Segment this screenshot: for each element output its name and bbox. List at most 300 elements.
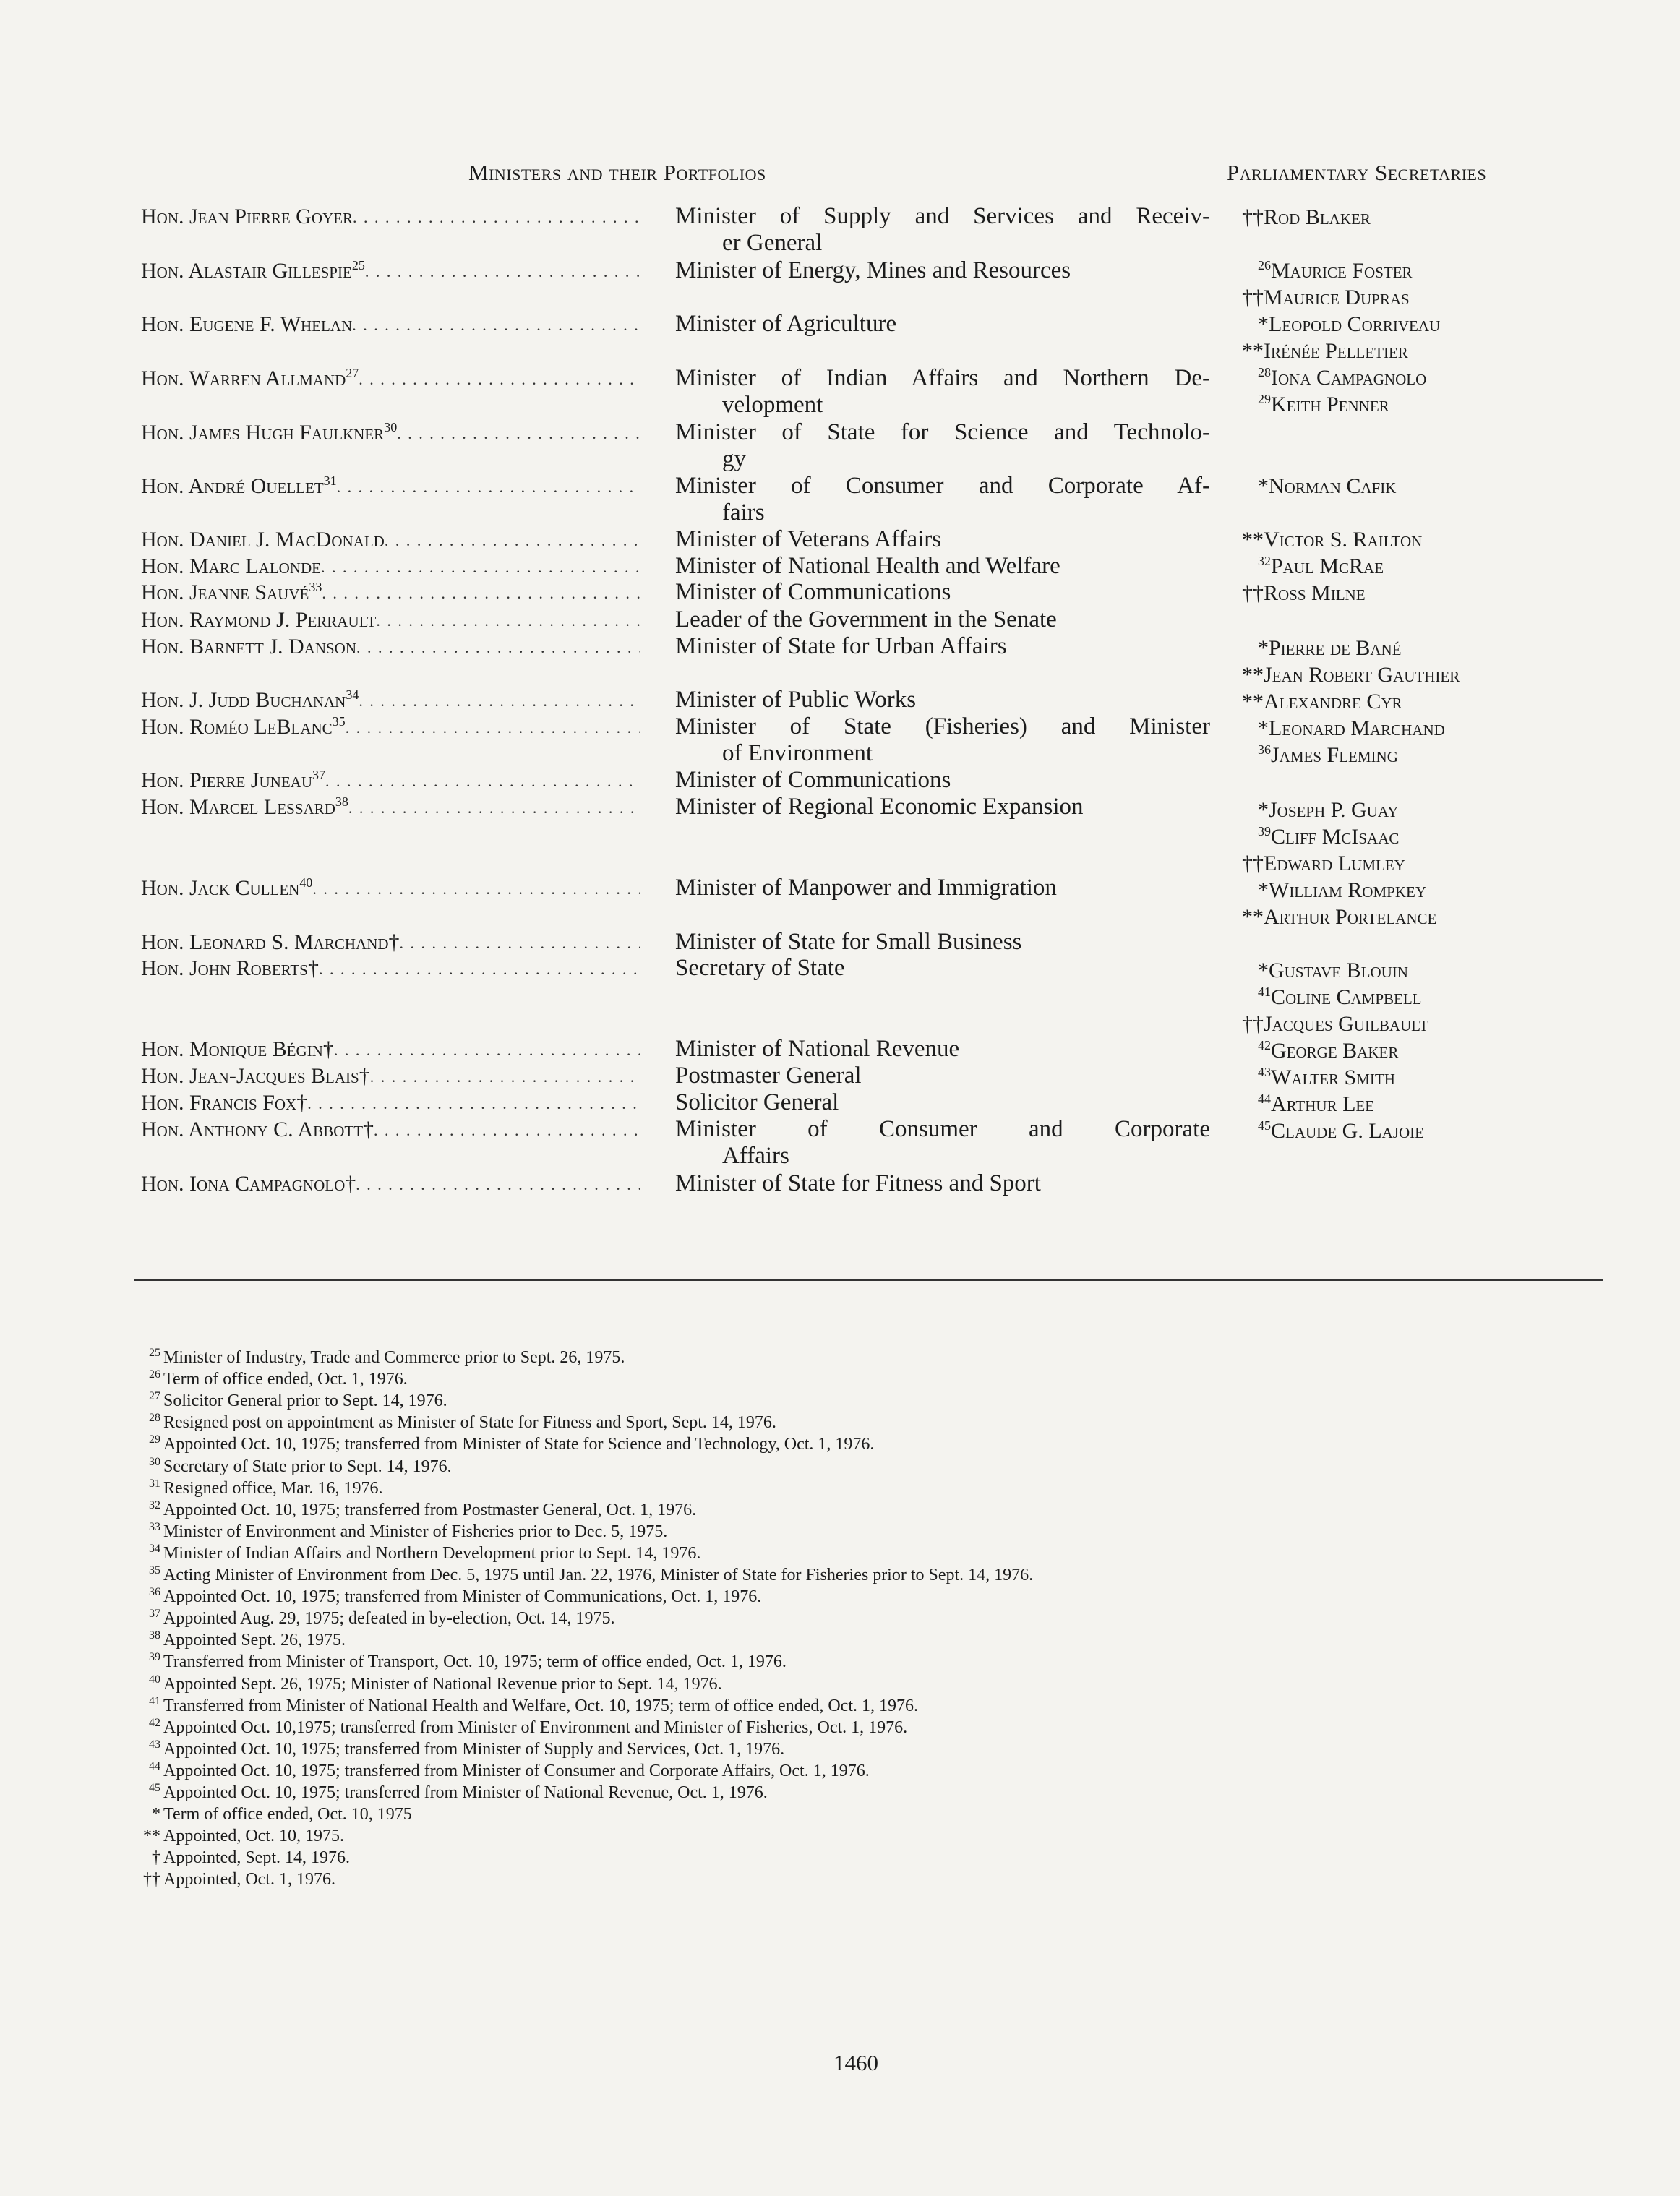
secretary-name-label: George Baker bbox=[1271, 1039, 1399, 1063]
footnote-text: Resigned office, Mar. 16, 1976. bbox=[163, 1479, 383, 1498]
secretary-name-label: Jean Robert Gauthier bbox=[1264, 663, 1460, 687]
portfolio bbox=[675, 311, 1210, 338]
footnote bbox=[123, 1434, 874, 1454]
leader-dots bbox=[352, 312, 640, 337]
secretary-name-label: James Fleming bbox=[1271, 743, 1398, 767]
appointment-mark: † bbox=[345, 1172, 356, 1196]
footnote bbox=[123, 1543, 700, 1564]
minister-name bbox=[141, 715, 640, 739]
footnote-text: Appointed Aug. 29, 1975; defeated in by-election, Oct. 14, 1975. bbox=[163, 1609, 615, 1628]
portfolio-line: Postmaster General bbox=[675, 1063, 862, 1089]
leader-dots bbox=[385, 528, 640, 552]
appointment-mark: * bbox=[1258, 474, 1269, 498]
footnote-text: Appointed Sept. 26, 1975; Minister of National Revenue prior to Sept. 14, 1976. bbox=[163, 1675, 722, 1694]
portfolio-line: Minister of Energy, Mines and Resources bbox=[675, 257, 1071, 283]
minister-name-text bbox=[141, 421, 397, 445]
portfolio bbox=[675, 875, 1210, 901]
footnote-ref: 43 bbox=[1258, 1065, 1271, 1079]
leader-dots bbox=[334, 1037, 640, 1062]
appointment-mark: †† bbox=[1242, 1012, 1264, 1036]
secretary-name bbox=[1242, 286, 1410, 310]
appointment-mark: ** bbox=[1242, 339, 1264, 363]
minister-name-label: Hon. Jeanne Sauvé bbox=[141, 580, 309, 604]
minister-name-label: Hon. Pierre Juneau bbox=[141, 768, 313, 792]
footnote-text: Appointed Oct. 10, 1975; transferred from Postmaster General, Oct. 1, 1976. bbox=[163, 1501, 697, 1519]
leader-dots bbox=[346, 715, 640, 739]
leader-dots bbox=[370, 1064, 640, 1089]
footnote-marker bbox=[123, 1783, 160, 1803]
portfolio bbox=[675, 1036, 1210, 1063]
secretary-name-label: Walter Smith bbox=[1271, 1065, 1395, 1089]
footnote-number: 33 bbox=[149, 1521, 160, 1533]
minister-name bbox=[141, 421, 640, 445]
minister-name-label: Hon. Iona Campagnolo bbox=[141, 1172, 346, 1196]
footnote-ref: 40 bbox=[299, 875, 313, 890]
secretary-name bbox=[1258, 958, 1408, 983]
footnote bbox=[123, 1391, 447, 1411]
footnote-ref: 31 bbox=[323, 473, 337, 488]
leader-dots bbox=[365, 259, 640, 283]
portfolio-line: Minister of State for Science and Technolo- bbox=[675, 419, 1210, 445]
footnote bbox=[123, 1783, 768, 1803]
secretary-name-label: William Rompkey bbox=[1269, 878, 1426, 902]
ministers-header: Ministers and their Portfolios bbox=[468, 160, 766, 185]
leader-dots bbox=[312, 876, 640, 901]
appointment-mark: † bbox=[296, 1091, 308, 1115]
portfolio-line: Solicitor General bbox=[675, 1089, 839, 1115]
footnote bbox=[123, 1565, 1033, 1585]
portfolio bbox=[675, 579, 1210, 606]
secretary-name-label: Joseph P. Guay bbox=[1269, 798, 1399, 822]
footnote-marker bbox=[123, 1652, 160, 1672]
portfolio-line: Minister of Manpower and Immigration bbox=[675, 875, 1057, 901]
secretary-name-label: Alexandre Cyr bbox=[1264, 690, 1402, 713]
secretary-name bbox=[1242, 852, 1405, 876]
minister-name bbox=[141, 608, 640, 632]
portfolio bbox=[675, 526, 1210, 553]
leader-dots bbox=[322, 580, 640, 605]
minister-name-label: Hon. Jean-Jacques Blais bbox=[141, 1064, 359, 1088]
footnote-symbol: * bbox=[152, 1805, 160, 1824]
footnote-text: Term of office ended, Oct. 1, 1976. bbox=[163, 1370, 408, 1389]
footnote-ref: 26 bbox=[1258, 258, 1271, 273]
footnote bbox=[123, 1696, 918, 1716]
footnote-ref: 25 bbox=[351, 258, 365, 273]
footnote-number: 35 bbox=[149, 1564, 160, 1577]
footnote-ref: 37 bbox=[312, 768, 326, 782]
minister-name-label: Hon. Leonard S. Marchand bbox=[141, 930, 389, 954]
footnote-marker bbox=[123, 1412, 160, 1433]
secretary-name bbox=[1258, 1065, 1395, 1090]
portfolio bbox=[675, 767, 1210, 794]
footnote-text: Appointed Oct. 10, 1975; transferred from Minister of Supply and Services, Oct. 1, 1976. bbox=[163, 1740, 785, 1759]
secretary-name-label: Pierre de Bané bbox=[1269, 636, 1402, 660]
footnote-text: Minister of Indian Affairs and Northern Development prior to Sept. 14, 1976. bbox=[163, 1544, 701, 1563]
secretary-name-label: Claude G. Lajoie bbox=[1271, 1119, 1424, 1143]
minister-name bbox=[141, 795, 640, 820]
secretary-name bbox=[1242, 905, 1436, 930]
portfolio-line: Minister of Supply and Services and Receiv- bbox=[675, 203, 1210, 229]
leader-dots bbox=[356, 635, 640, 659]
leader-dots bbox=[321, 554, 640, 579]
footnote-text: Resigned post on appointment as Minister of State for Fitness and Sport, Sept. 14, 1976. bbox=[163, 1413, 776, 1432]
footnote-text: Term of office ended, Oct. 10, 1975 bbox=[163, 1805, 412, 1824]
footnote-ref: 41 bbox=[1258, 985, 1271, 999]
footnote-marker bbox=[123, 1369, 160, 1389]
minister-name-text bbox=[141, 366, 359, 391]
footnote-ref: 28 bbox=[1258, 365, 1271, 379]
secretary-name bbox=[1258, 878, 1426, 903]
minister-name-text bbox=[141, 580, 322, 605]
minister-name bbox=[141, 956, 640, 981]
appointment-mark: † bbox=[388, 930, 400, 954]
minister-name-label: Hon. Warren Allmand bbox=[141, 366, 346, 390]
secretary-name bbox=[1258, 743, 1398, 768]
portfolio-line: Minister of National Revenue bbox=[675, 1036, 960, 1062]
footnote bbox=[123, 1347, 625, 1368]
footnote-text: Appointed Oct. 10, 1975; transferred from Minister of National Revenue, Oct. 1, 1976. bbox=[163, 1783, 768, 1802]
footnote bbox=[123, 1761, 870, 1781]
leader-dots bbox=[337, 474, 640, 499]
footnote-ref: 34 bbox=[346, 687, 359, 702]
minister-name-text bbox=[141, 1064, 370, 1089]
portfolio-line: Minister of State for Urban Affairs bbox=[675, 633, 1007, 659]
secretary-name-label: Norman Cafik bbox=[1269, 474, 1397, 498]
page-number: 1460 bbox=[833, 2050, 878, 2075]
footnote bbox=[123, 1412, 776, 1433]
portfolio-line: Minister of State (Fisheries) and Minister bbox=[675, 713, 1210, 739]
footnote-text: Appointed, Oct. 10, 1975. bbox=[163, 1827, 344, 1845]
footnote-marker bbox=[123, 1826, 160, 1846]
leader-dots bbox=[359, 688, 640, 713]
minister-name-text bbox=[141, 528, 385, 552]
footnote-marker bbox=[123, 1587, 160, 1607]
minister-name bbox=[141, 1172, 640, 1196]
leader-dots bbox=[356, 1172, 640, 1196]
minister-name-label: Hon. Jack Cullen bbox=[141, 876, 300, 900]
secretary-name bbox=[1258, 636, 1402, 661]
secretary-name-label: Arthur Portelance bbox=[1264, 905, 1437, 929]
appointment-mark: ** bbox=[1242, 905, 1264, 929]
secretary-name-label: Ross Milne bbox=[1264, 581, 1366, 605]
minister-name-label: Hon. Marc Lalonde bbox=[141, 554, 321, 578]
footnote-marker bbox=[123, 1848, 160, 1868]
portfolio bbox=[675, 365, 1210, 419]
minister-name bbox=[141, 259, 640, 283]
secretary-name bbox=[1258, 1119, 1424, 1144]
footnote bbox=[123, 1457, 452, 1477]
footnote-number: 28 bbox=[149, 1412, 160, 1424]
portfolio bbox=[675, 473, 1210, 526]
appointment-mark: * bbox=[1258, 798, 1269, 822]
footnote-text: Appointed Oct. 10, 1975; transferred from Minister of State for Science and Technology, Oct. 1, 1976. bbox=[163, 1435, 875, 1454]
minister-name-text bbox=[141, 1118, 374, 1142]
portfolio bbox=[675, 419, 1210, 473]
leader-dots bbox=[359, 366, 640, 391]
footnote-text: Appointed, Oct. 1, 1976. bbox=[163, 1870, 335, 1889]
portfolio-line: Minister of Regional Economic Expansion bbox=[675, 794, 1084, 820]
minister-name-text bbox=[141, 205, 353, 229]
footnote-number: 38 bbox=[149, 1629, 160, 1642]
portfolio-line: Minister of Indian Affairs and Northern De- bbox=[675, 365, 1210, 391]
secretary-name-label: Irénée Pelletier bbox=[1264, 339, 1408, 363]
appointment-mark: * bbox=[1258, 312, 1269, 336]
footnote-symbol: † bbox=[152, 1848, 160, 1867]
portfolio-line: Minister of Consumer and Corporate Af- bbox=[675, 473, 1210, 499]
secretary-name bbox=[1258, 985, 1422, 1010]
minister-name-text bbox=[141, 1037, 334, 1062]
minister-name bbox=[141, 312, 640, 337]
footnote bbox=[123, 1826, 344, 1846]
footnote-marker bbox=[123, 1522, 160, 1542]
secretary-name-label: Jacques Guilbault bbox=[1264, 1012, 1428, 1036]
secretary-name-label: Paul McRae bbox=[1271, 554, 1384, 578]
portfolio bbox=[675, 606, 1210, 633]
portfolio bbox=[675, 929, 1210, 956]
minister-name-label: Hon. J. Judd Buchanan bbox=[141, 688, 346, 712]
secretary-name-label: Maurice Foster bbox=[1271, 259, 1413, 283]
footnote bbox=[123, 1500, 696, 1520]
footnote-ref: 32 bbox=[1258, 554, 1271, 568]
footnote-number: 40 bbox=[149, 1673, 160, 1686]
secretary-name bbox=[1242, 339, 1408, 364]
footnote-ref: 42 bbox=[1258, 1038, 1271, 1052]
minister-name bbox=[141, 768, 640, 793]
minister-name-label: Hon. James Hugh Faulkner bbox=[141, 421, 385, 445]
footnote bbox=[123, 1652, 787, 1672]
footnote bbox=[123, 1674, 722, 1694]
secretary-name-label: Maurice Dupras bbox=[1264, 286, 1410, 309]
appointment-mark: ** bbox=[1242, 663, 1264, 687]
appointment-mark: * bbox=[1258, 636, 1269, 660]
footnote bbox=[123, 1478, 383, 1498]
minister-name-label: Hon. Francis Fox bbox=[141, 1091, 297, 1115]
secretary-name bbox=[1258, 259, 1413, 283]
portfolio bbox=[675, 794, 1210, 820]
portfolio-line: Minister of Communications bbox=[675, 767, 951, 793]
minister-name-label: Hon. André Ouellet bbox=[141, 474, 324, 498]
footnote-text: Appointed, Sept. 14, 1976. bbox=[163, 1848, 350, 1867]
minister-name bbox=[141, 1091, 640, 1115]
footnote bbox=[123, 1739, 784, 1759]
minister-name bbox=[141, 1037, 640, 1062]
secretary-name bbox=[1258, 716, 1445, 741]
minister-name-text bbox=[141, 1172, 356, 1196]
footnote-ref: 33 bbox=[309, 580, 322, 594]
secretary-name bbox=[1258, 1039, 1398, 1063]
portfolio-line: Minister of Agriculture bbox=[675, 311, 897, 337]
footnote-marker bbox=[123, 1804, 160, 1824]
footnote-number: 44 bbox=[149, 1760, 160, 1772]
footnote-ref: 45 bbox=[1258, 1118, 1271, 1133]
minister-name-label: Hon. Roméo LeBlanc bbox=[141, 715, 333, 739]
portfolio-line: Minister of Consumer and Corporate bbox=[675, 1116, 1210, 1142]
footnote-text: Transferred from Minister of National Health and Welfare, Oct. 10, 1975; term of office ended, Oct. 1, 1976. bbox=[163, 1697, 918, 1715]
minister-name bbox=[141, 688, 640, 713]
portfolio bbox=[675, 713, 1210, 767]
footnote-marker bbox=[123, 1457, 160, 1477]
footnote-marker bbox=[123, 1761, 160, 1781]
secretary-name bbox=[1258, 474, 1396, 499]
footnote bbox=[123, 1522, 667, 1542]
appointment-mark: * bbox=[1258, 716, 1269, 740]
minister-name bbox=[141, 366, 640, 391]
secretary-name bbox=[1242, 528, 1422, 552]
minister-name-text bbox=[141, 930, 400, 955]
portfolio bbox=[675, 1063, 1210, 1089]
footnote-marker bbox=[123, 1500, 160, 1520]
footnote-number: 26 bbox=[149, 1368, 160, 1381]
minister-name bbox=[141, 876, 640, 901]
footnote bbox=[123, 1587, 761, 1607]
appointment-mark: †† bbox=[1242, 205, 1264, 229]
footnote-number: 36 bbox=[149, 1586, 160, 1598]
leader-dots bbox=[397, 421, 640, 445]
footnote-ref: 38 bbox=[335, 794, 348, 809]
minister-name bbox=[141, 1118, 640, 1142]
footnote-number: 39 bbox=[149, 1651, 160, 1663]
footnote-number: 29 bbox=[149, 1433, 160, 1446]
footnote-marker bbox=[123, 1674, 160, 1694]
secretary-name bbox=[1258, 366, 1426, 390]
footnote-divider bbox=[134, 1279, 1603, 1281]
appointment-mark: †† bbox=[1242, 852, 1264, 875]
minister-name bbox=[141, 930, 640, 955]
appointment-mark: * bbox=[1258, 958, 1269, 982]
footnote-ref: 35 bbox=[332, 714, 346, 729]
footnote-marker bbox=[123, 1565, 160, 1585]
secretary-name bbox=[1242, 690, 1402, 714]
minister-name bbox=[141, 528, 640, 552]
portfolio-line: of Environment bbox=[722, 740, 873, 766]
footnote bbox=[123, 1804, 412, 1824]
footnote-marker bbox=[123, 1347, 160, 1368]
minister-name-label: Hon. Monique Bégin bbox=[141, 1037, 323, 1061]
portfolio-line: Minister of National Health and Welfare bbox=[675, 553, 1060, 579]
secretary-name-label: Rod Blaker bbox=[1264, 205, 1371, 229]
footnote-marker bbox=[123, 1543, 160, 1564]
leader-dots bbox=[374, 1118, 640, 1142]
footnote-number: 45 bbox=[149, 1782, 160, 1794]
minister-name-label: Hon. Anthony C. Abbott bbox=[141, 1118, 364, 1141]
minister-name-text bbox=[141, 554, 321, 579]
minister-name-text bbox=[141, 688, 359, 713]
minister-name-label: Hon. Jean Pierre Goyer bbox=[141, 205, 353, 228]
portfolio-line: er General bbox=[722, 230, 823, 256]
minister-name-text bbox=[141, 474, 337, 499]
minister-name-text bbox=[141, 795, 348, 820]
appointment-mark: † bbox=[359, 1064, 370, 1088]
footnote-marker bbox=[123, 1478, 160, 1498]
minister-name-text bbox=[141, 715, 346, 739]
portfolio-line: fairs bbox=[722, 499, 765, 526]
footnote-text: Solicitor General prior to Sept. 14, 1976. bbox=[163, 1391, 447, 1410]
footnote-symbol: †† bbox=[143, 1870, 160, 1889]
footnote-number: 27 bbox=[149, 1390, 160, 1402]
portfolio bbox=[675, 687, 1210, 713]
secretary-name-label: Leopold Corriveau bbox=[1269, 312, 1441, 336]
minister-name-text bbox=[141, 1091, 307, 1115]
portfolio bbox=[675, 633, 1210, 660]
footnote-marker bbox=[123, 1869, 160, 1890]
leader-dots bbox=[319, 956, 640, 981]
leader-dots bbox=[348, 795, 640, 820]
footnote-text: Secretary of State prior to Sept. 14, 1976. bbox=[163, 1457, 452, 1476]
appointment-mark: †† bbox=[1242, 581, 1264, 605]
footnote-text: Transferred from Minister of Transport, Oct. 10, 1975; term of office ended, Oct. 1, 1976. bbox=[163, 1652, 787, 1671]
minister-name bbox=[141, 635, 640, 659]
leader-dots bbox=[307, 1091, 640, 1115]
footnote-text: Appointed Sept. 26, 1975. bbox=[163, 1631, 346, 1650]
footnote-marker bbox=[123, 1391, 160, 1411]
footnote bbox=[123, 1848, 350, 1868]
secretary-name bbox=[1242, 663, 1460, 687]
appointment-mark: * bbox=[1258, 878, 1269, 902]
minister-name-text bbox=[141, 608, 376, 632]
footnote-number: 32 bbox=[149, 1499, 160, 1511]
secretary-name-label: Keith Penner bbox=[1271, 393, 1389, 416]
footnote-marker bbox=[123, 1434, 160, 1454]
portfolio-line: Minister of Communications bbox=[675, 579, 951, 605]
secretary-name bbox=[1242, 205, 1371, 230]
minister-name bbox=[141, 205, 640, 229]
footnote bbox=[123, 1369, 408, 1389]
footnote-number: 34 bbox=[149, 1543, 160, 1555]
portfolio-line: Leader of the Government in the Senate bbox=[675, 606, 1057, 632]
footnote-marker bbox=[123, 1608, 160, 1629]
secretary-name-label: Leonard Marchand bbox=[1269, 716, 1445, 740]
secretary-name bbox=[1258, 312, 1440, 337]
footnote-ref: 44 bbox=[1258, 1091, 1271, 1106]
portfolio-line: gy bbox=[722, 446, 746, 472]
leader-dots bbox=[400, 930, 640, 955]
portfolio bbox=[675, 1089, 1210, 1116]
portfolio-line: Secretary of State bbox=[675, 955, 845, 981]
footnote bbox=[123, 1869, 335, 1890]
footnote-text: Appointed Oct. 10,1975; transferred from Minister of Environment and Minister of Fisheries, Oct. 1, 1976. bbox=[163, 1718, 908, 1737]
secretary-name-label: Gustave Blouin bbox=[1269, 958, 1408, 982]
footnote-ref: 27 bbox=[346, 366, 359, 380]
footnote-marker bbox=[123, 1739, 160, 1759]
footnote-ref: 39 bbox=[1258, 824, 1271, 838]
portfolio bbox=[675, 257, 1210, 284]
secretary-name-label: Victor S. Railton bbox=[1264, 528, 1423, 552]
secretary-name bbox=[1242, 1012, 1428, 1037]
secretary-name bbox=[1242, 581, 1366, 606]
footnote-number: 41 bbox=[149, 1695, 160, 1707]
footnote-text: Minister of Environment and Minister of Fisheries prior to Dec. 5, 1975. bbox=[163, 1522, 668, 1541]
footnote-symbol: ** bbox=[143, 1827, 160, 1845]
portfolio-line: Minister of Veterans Affairs bbox=[675, 526, 942, 552]
portfolio-line: Minister of State for Small Business bbox=[675, 929, 1022, 955]
portfolio-line: Minister of State for Fitness and Sport bbox=[675, 1170, 1041, 1196]
portfolio bbox=[675, 1170, 1210, 1197]
footnote-marker bbox=[123, 1630, 160, 1650]
minister-name-label: Hon. Eugene F. Whelan bbox=[141, 312, 353, 336]
minister-name-text bbox=[141, 768, 325, 793]
footnote bbox=[123, 1630, 346, 1650]
secretary-name bbox=[1258, 554, 1384, 579]
secretary-name bbox=[1258, 825, 1399, 849]
portfolio bbox=[675, 203, 1210, 257]
portfolio bbox=[675, 955, 1210, 982]
footnote-text: Minister of Industry, Trade and Commerce prior to Sept. 26, 1975. bbox=[163, 1348, 625, 1367]
portfolio-line: Affairs bbox=[722, 1143, 789, 1169]
secretary-name-label: Arthur Lee bbox=[1271, 1092, 1375, 1116]
secretary-name bbox=[1258, 393, 1389, 417]
minister-name-text bbox=[141, 635, 356, 659]
minister-name-label: Hon. Daniel J. MacDonald bbox=[141, 528, 385, 552]
